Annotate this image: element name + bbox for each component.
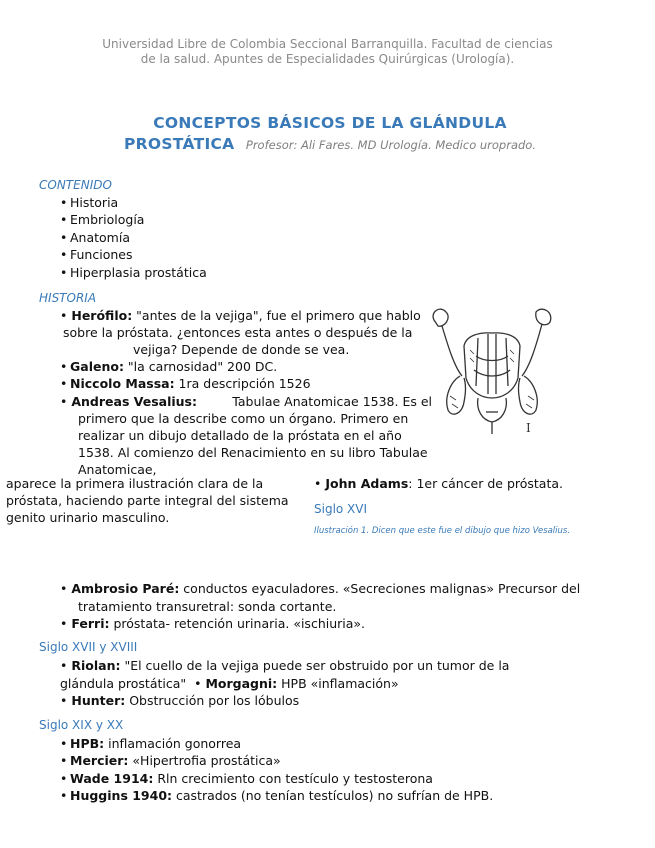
siglo-xvi-heading: Siglo XVI [314, 502, 368, 516]
morgagni-text: HPB «inflamación» [277, 675, 399, 691]
vesalius-entry-cont [78, 444, 478, 478]
riolan-entry: • Riolan: "El cuello de la vejiga puede ser obstruido por un tumor de la glándula prostática" • Morgagni: HPB «inflamación» • Hunter: Obstrucción por los lóbulos [60, 658, 510, 708]
list-item: • Anatomía [60, 229, 360, 246]
riolan-text-1: "El cuello de la vejiga puede ser obstruido por un tumor de la [120, 658, 510, 673]
mercier-text: «Hipertrofia prostática» [128, 753, 281, 769]
adams-text: : 1er cáncer de próstata. [408, 476, 564, 491]
riolan-text-2: glándula prostática" [60, 675, 187, 691]
hunter-name: Hunter: [71, 693, 126, 708]
ferri-name: Ferri: [71, 616, 110, 631]
hpb-text: inflamación gonorrea [104, 736, 242, 751]
herofilo-name: Herófilo: [71, 308, 133, 323]
vesalius-text-2: primero que la describe como un órgano. Primero en [78, 411, 409, 427]
list-item [60, 735, 620, 752]
mercier-name: Mercier: [70, 753, 129, 769]
historia-heading: HISTORIA [39, 291, 97, 305]
vesalius-entry: • Andreas Vesalius: Tabulae Anatomicae 1538. Es el primero que la describe como un órgano. Primero en realizar un dibujo detallado de la próstata en el año [60, 394, 432, 444]
vesalius-cont-2: próstata, haciendo parte integral del sistema [6, 493, 289, 508]
svg-text:I: I [526, 421, 531, 435]
pare-text-2: tratamiento transuretral: sonda cortante. [78, 598, 337, 614]
herofilo-text-3: vejiga? Depende de donde se vea. [133, 342, 350, 358]
huggins-name: Huggins 1940: [70, 788, 173, 804]
vesalius-continuation [6, 475, 306, 526]
ferri-text: próstata- retención urinaria. «ischiuria». [109, 616, 366, 631]
list-item [60, 770, 620, 787]
list-item [60, 375, 440, 392]
list-item: • Funciones [60, 246, 360, 263]
vesalius-cont-1: aparece la primera ilustración clara de la [6, 476, 264, 491]
list-item: • Embriología [60, 211, 360, 228]
list-item [60, 752, 620, 769]
vesalius-text-1: Tabulae Anatomicae 1538. Es el [232, 394, 432, 409]
figure-caption: Ilustración 1. Dicen que este fue el dibujo que hizo Vesalius. [314, 526, 571, 536]
herofilo-entry: • Herófilo: "antes de la vejiga", fue el primero que hablo sobre la próstata. ¿entonces esta antes o después de la vejiga? Depende de donde se vea. [60, 307, 440, 359]
title-line-1: CONCEPTOS BÁSICOS DE LA GLÁNDULA [153, 114, 507, 132]
herofilo-text-2: sobre la próstata. ¿entonces esta antes o después de la [63, 325, 413, 341]
list-item [60, 358, 440, 375]
ferri-entry: • Ferri: próstata- retención urinaria. «ischiuria». [60, 616, 366, 631]
list-item: • Hiperplasia prostática [60, 264, 360, 281]
siglo-xix-list [60, 735, 620, 805]
wade-text: Rln crecimiento con testículo y testosterona [153, 770, 433, 786]
morgagni-name: Morgagni: [205, 675, 278, 691]
vesalius-prostate-illustration [430, 306, 556, 436]
pare-text-1: conductos eyaculadores. «Secreciones malignas» Precursor del [179, 581, 581, 596]
galeno-name: Galeno: [70, 359, 124, 374]
vesalius-text-4 [78, 444, 478, 461]
riolan-name: Riolan: [71, 658, 121, 673]
title-line-2 [100, 134, 560, 156]
wade-name: Wade 1914: [70, 770, 154, 786]
siglo-xvii-heading: Siglo XVII y XVIII [39, 640, 138, 654]
adams-entry: • John Adams: 1er cáncer de próstata. [314, 476, 564, 491]
galeno-text: "la carnosidad" 200 DC. [123, 359, 278, 374]
pare-entry: • Ambrosio Paré: conductos eyaculadores. «Secreciones malignas» Precursor del tratamiento transuretral: sonda cortante. [60, 580, 620, 615]
hpb-name: HPB: [70, 736, 105, 751]
vesalius-name: Andreas Vesalius: [71, 394, 198, 409]
vesalius-text-3: realizar un dibujo detallado de la próstata en el año [78, 428, 402, 444]
vesalius-cont-3: genito urinario masculino. [6, 510, 170, 525]
massa-text: 1ra descripción 1526 [174, 376, 311, 392]
adams-name: John Adams [325, 476, 409, 491]
hunter-text: Obstrucción por los lóbulos [125, 693, 300, 708]
vesalius-text-4-a: 1538. Al comienzo del Renacimiento en su libro Tabulae [78, 445, 428, 460]
list-item: • Historia [60, 194, 360, 211]
document-header: Universidad Libre de Colombia Seccional Barranquilla. Facultad de ciencias de la salud. Apuntes de Especialidades Quirúrgicas (Urología). [102, 37, 553, 66]
contenido-list [60, 194, 360, 281]
title-line-2-text: PROSTÁTICA [123, 135, 235, 153]
historia-list-a [60, 358, 440, 393]
pare-name: Ambrosio Paré: [71, 581, 180, 596]
contenido-heading: CONTENIDO [39, 178, 112, 192]
page-title [100, 113, 560, 156]
herofilo-text-1: "antes de la vejiga", fue el primero que hablo [132, 308, 421, 323]
massa-name: Niccolo Massa: [70, 376, 175, 392]
professor-credit: Profesor: Ali Fares. MD Urología. Medico uroprado. [245, 138, 537, 152]
huggins-text: castrados (no tenían testículos) no sufrían de HPB. [172, 788, 494, 804]
list-item [60, 787, 620, 804]
siglo-xix-heading: Siglo XIX y XX [39, 718, 124, 732]
vesalius-text-5: Anatomicae, [78, 462, 157, 478]
